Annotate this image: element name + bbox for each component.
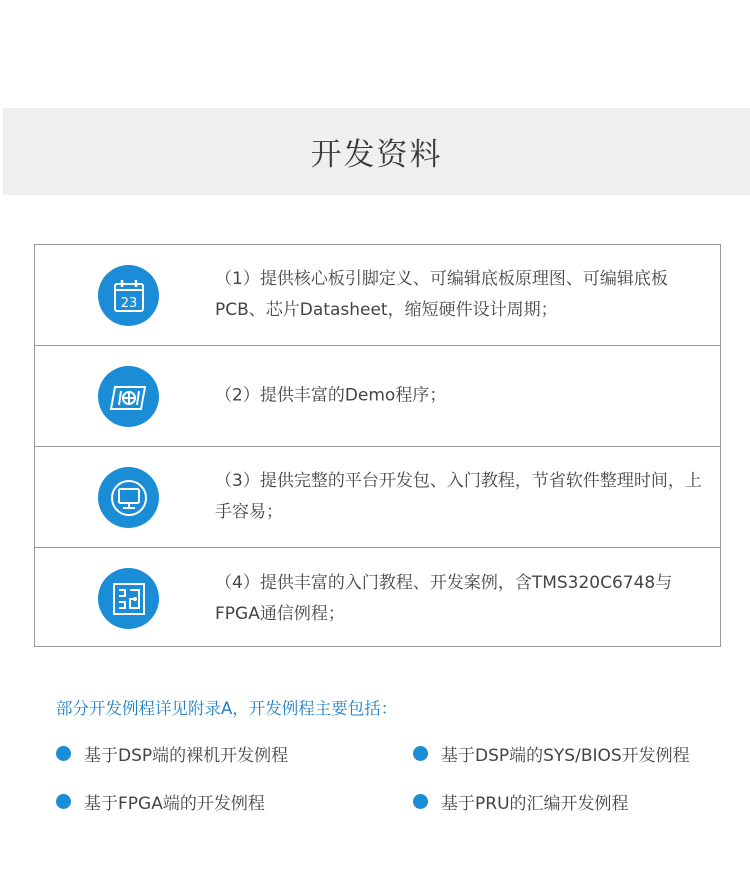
routines-intro: 部分开发例程详见附录A，开发例程主要包括： (56, 699, 398, 718)
bullet-dot-icon (413, 794, 428, 809)
calendar-icon (98, 265, 159, 326)
calendar-number: 23 (120, 295, 137, 311)
list-item (56, 741, 288, 766)
section-banner (3, 108, 750, 195)
feature-row (35, 447, 720, 548)
feature-text: （3）提供完整的平台开发包、入门教程，节省软件整理时间，上手容易； (215, 471, 702, 522)
list-item-label: 基于PRU的汇编开发例程 (441, 794, 629, 814)
bullet-dot-icon (56, 746, 71, 761)
bullet-dot-icon (56, 794, 71, 809)
features-table (34, 244, 721, 647)
demo-board-icon (98, 366, 159, 427)
list-item-label: 基于DSP端的裸机开发例程 (84, 746, 289, 766)
list-item (56, 789, 265, 814)
list-item (413, 789, 629, 814)
list-item-label: 基于DSP端的SYS/BIOS开发例程 (441, 746, 690, 766)
feature-row (35, 346, 720, 447)
section-title: 开发资料 (310, 137, 443, 173)
monitor-icon (98, 467, 159, 528)
list-item-label: 基于FPGA端的开发例程 (84, 794, 265, 814)
feature-row (35, 245, 720, 346)
feature-text: （1）提供核心板引脚定义、可编辑底板原理图、可编辑底板PCB、芯片Datasheet，缩短硬件设计周期； (215, 269, 668, 320)
chip-icon (98, 568, 159, 629)
list-item (413, 741, 690, 766)
feature-text: （2）提供丰富的Demo程序； (215, 385, 447, 406)
feature-row (35, 548, 720, 649)
feature-text: （4）提供丰富的入门教程、开发案例，含TMS320C6748与FPGA通信例程； (215, 572, 673, 624)
bullet-dot-icon (413, 746, 428, 761)
